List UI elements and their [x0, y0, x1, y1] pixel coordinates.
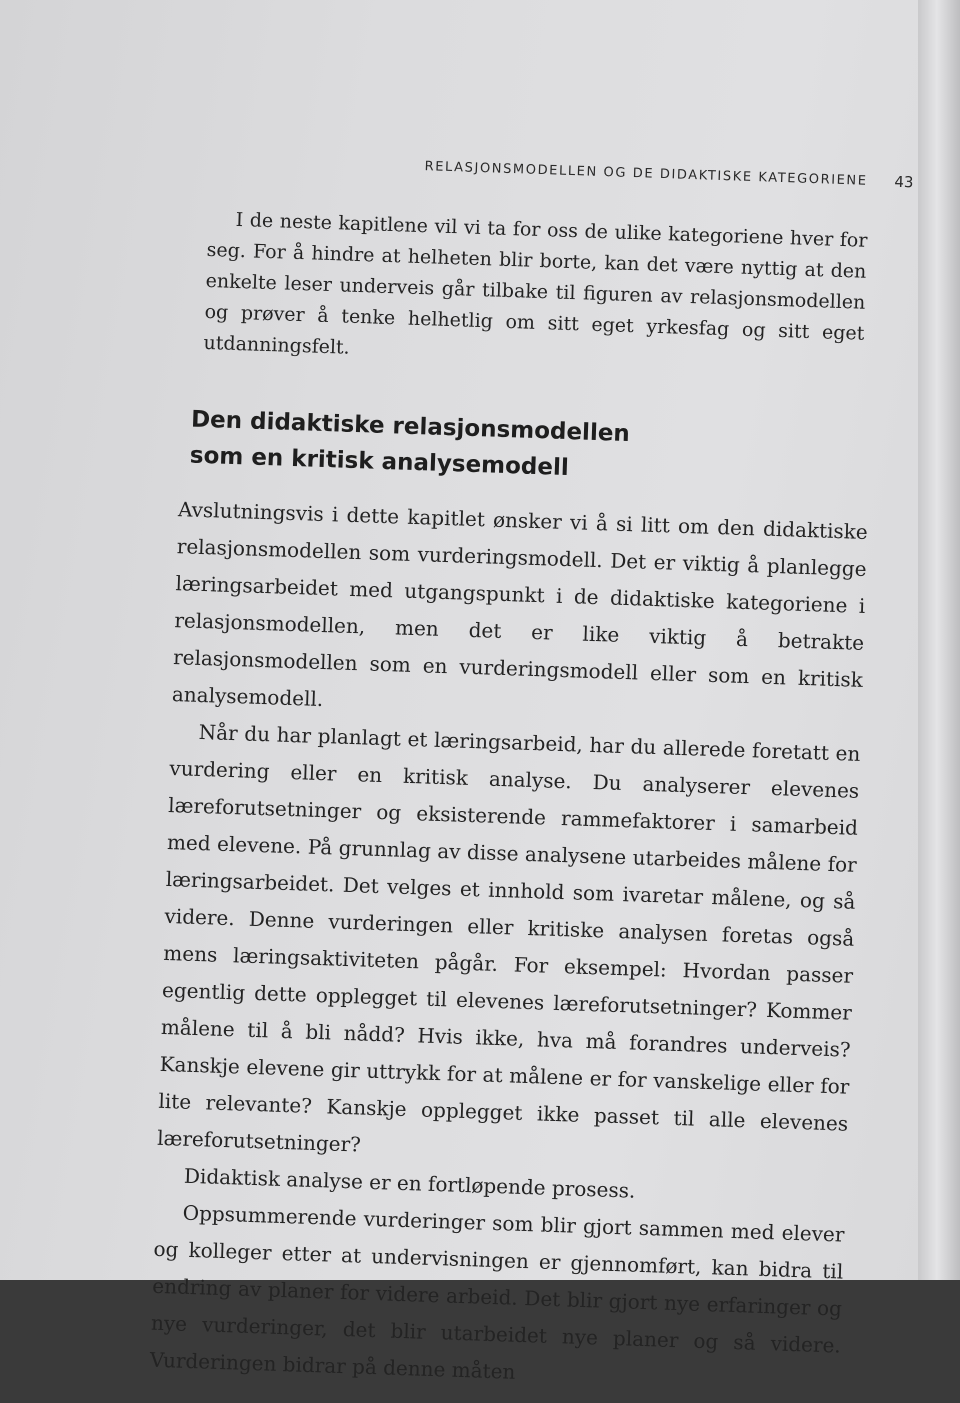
paragraph-4: Oppsummerende vurderinger som blir gjort sammen med elever og kolleger etter at undervisningen er gjennomført, kan bidra til endring av planer for videre arbeid. Det blir gjort nye erfaringer og nye vurderinger, det blir utarbeidet nye planer og så videre. Vurderingen bidrar på denne måten [149, 1200, 845, 1384]
section-heading [189, 402, 751, 493]
paragraph-1: Avslutningsvis i dette kapitlet ønsker vi å si litt om den didaktiske relasjonsmodellen som vurderingsmodell. Det er viktig å planlegge læringsarbeidet med utgangspunkt i de didaktiske kategoriene i relasjonsmodellen, men det er like viktig å betrakte relasjonsmodellen som en vurderingsmodell eller som en kritisk analysemodell. [171, 497, 869, 712]
section-heading-line-2: som en kritisk analysemodell [189, 442, 570, 482]
page-content [149, 150, 914, 1384]
page-edge [918, 0, 960, 1280]
running-head: RELASJONSMODELLEN OG DE DIDAKTISKE KATEGORIENE [424, 159, 868, 189]
body-text [149, 491, 868, 1401]
page-number: 43 [894, 172, 914, 192]
section-heading-line-1: Den didaktiske relasjonsmodellen [190, 406, 631, 448]
paragraph-2: Når du har planlagt et læringsarbeid, har du allerede foretatt en vurdering eller en kritisk analyse. Du analyserer elevenes læreforutsetninger og eksisterende rammefaktorer i samarbeid med elevene. På grunnlag av disse analysene utarbeides målene for læringsarbeidet. Det velges et innhold som ivaretar målene, og så videre. Denne vurderingen eller kritiske analysen foretas også mens læringsaktiviteten pågår. For eksempel: Hvordan passer egentlig dette opplegget til elevenes læreforutsetninger? Kommer målene til å bli nådd? Hvis ikke, hva må forandres underveis? Kanskje elevene gir uttrykk for at målene er for vanskelige eller for lite relevante? Kanskje opplegget ikke passet til alle elevenes læreforutsetninger? [156, 719, 861, 1157]
paragraph-3: Didaktisk analyse er en fortløpende prosess. [183, 1163, 636, 1203]
intro-paragraph: I de neste kapitlene vil vi ta for oss de ulike kategoriene hver for seg. For å hindre at helheten blir borte, kan det være nyttig at den enkelte leser underveis går tilbake til figuren av relasjonsmodellen og prøver å tenke helhetlig om sitt eget yrkesfag og sitt eget utdanningsfelt. [203, 208, 868, 359]
